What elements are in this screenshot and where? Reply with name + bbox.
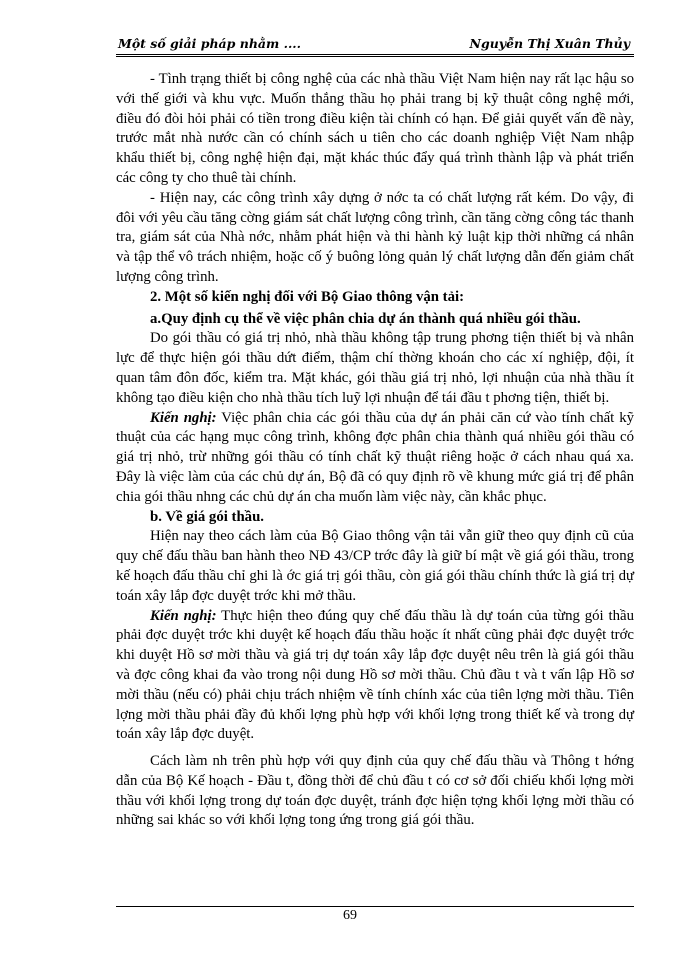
header-title: Một số giải pháp nhằm .... [118,36,301,51]
paragraph-b-3: Cách làm nh trên phù hợp với quy định của quy chế đấu thầu và Thông t hớng dẫn của Bộ Kế hoạch - Đầu t, đồng thời để chủ đầu t có cơ sở đối chiếu khối lợng mời thầu với khối lợng trong dự toán đợc duyệt, tránh đợc hiện tợng khối lợng mời thầu có những sai khác so với khối lợng tong ứng trong giá gói thầu. [116,753,634,829]
subsection-heading-b: b. Về giá gói thầu. [150,508,265,525]
section-heading-2: 2. Một số kiến nghị đối với Bộ Giao thông vận tải: [150,288,465,305]
recommendation-label: Kiến nghị: [150,409,217,426]
recommendation-label: Kiến nghị: [150,607,217,624]
header-author: Nguyễn Thị Xuân Thủy [469,36,630,51]
header-rule [116,54,634,57]
paragraph-equipment: - Tình trạng thiết bị công nghệ của các nhà thầu Việt Nam hiện nay rất lạc hậu so với thế giới và khu vực. Muốn thắng thầu họ phải trang bị kỹ thuật công nghệ mới, điều đó đòi hỏi phải có tiền trong điều kiện tài chính có hạn. Để giải quyết vấn đề này, trước mắt nhà nước cần có chính sách u tiên cho các doanh nghiệp Việt Nam nhập khẩu thiết bị, công nghệ hiện đại, mặt khác thúc đẩy quá trình thành lập và phát triển các công ty cho thuê tài chính. [116,71,634,186]
recommendation-text: Việc phân chia các gói thầu của dự án phải căn cứ vào tính chất kỹ thuật của các hạng mục công trình, không đợc phân chia thành quá nhiều gói thầu có giá trị nhỏ, trừ những gói thầu có tính chất kỹ thuật riêng hoặc ở cách nhau quá xa. Đây là việc làm của các chủ dự án, Bộ đã có quy định rõ về khung mức giá trị để phân chia gói thầu nhng các chủ dự án cha muốn làm việc này, cần khắc phục. [116,409,635,505]
paragraph-quality: - Hiện nay, các công trình xây dựng ở nớc ta có chất lượng rất kém. Do vậy, đi đôi với yêu cầu tăng cờng giám sát chất lượng công trình, cần tăng cờng công tác thanh tra, giám sát của Nhà nớc, nhằm phát hiện và thi hành kỷ luật kịp thời những cá nhân và tập thể vô trách nhiệm, hoặc cố ý buông lỏng quản lý chất lượng dẫn đến giảm chất lượng công trình. [116,189,634,285]
page-body [116,70,634,831]
running-header [118,36,630,52]
footer-rule [116,906,634,907]
recommendation-text: Thực hiện theo đúng quy chế đấu thầu là dự toán của từng gói thầu phải đợc duyệt trớc khi duyệt kế hoạch đấu thầu hoặc ít nhất cũng phải đợc duyệt trớc khi duyệt Hồ sơ mời thầu và giá trị dự toán xây lắp đợc duyệt nêu trên là giá gói thầu và đợc công khai đa vào trong nội dung Hồ sơ mời thầu. Chủ đầu t và t vấn lập Hồ sơ mời thầu (nếu có) phải chịu trách nhiệm về tính chính xác của tiên lợng mời thầu. Tiên lợng mời thầu phải đầy đủ khối lợng phù hợp với khối lợng trong thiết kế và trong dự toán xây lắp đợc duyệt. [116,607,635,743]
paragraph-b-1: Hiện nay theo cách làm của Bộ Giao thông vận tải vẫn giữ theo quy định cũ của quy chế đấu thầu ban hành theo NĐ 43/CP trớc đây là giữ bí mật về giá gói thầu, trong kế hoạch đấu thầu chỉ ghi là ớc giá trị gói thầu, còn giá gói thầu chính thức là giá trị dự toán xây lắp đợc duyệt trớc khi mở thầu. [116,528,634,604]
paragraph-a-recommendation [116,409,634,508]
paragraph-a-1: Do gói thầu có giá trị nhỏ, nhà thầu không tập trung phơng tiện thiết bị và nhân lực để thực hiện gói thầu dứt điểm, thậm chí thờng khoán cho các xí nghiệp, đội, ít quan tâm đôn đốc, kiểm tra. Mặt khác, gói thầu giá trị nhỏ, lợi nhuận của nhà thầu ít không tạo điều kiện cho nhà thầu tích luỹ lợi nhuận để tái đầu t phơng tiện, thiết bị. [116,330,634,406]
paragraph-b-recommendation [116,607,634,746]
page-number: 69 [343,908,357,923]
subsection-heading-a: a.Quy định cụ thể về việc phân chia dự án thành quá nhiều gói thầu. [150,310,581,327]
